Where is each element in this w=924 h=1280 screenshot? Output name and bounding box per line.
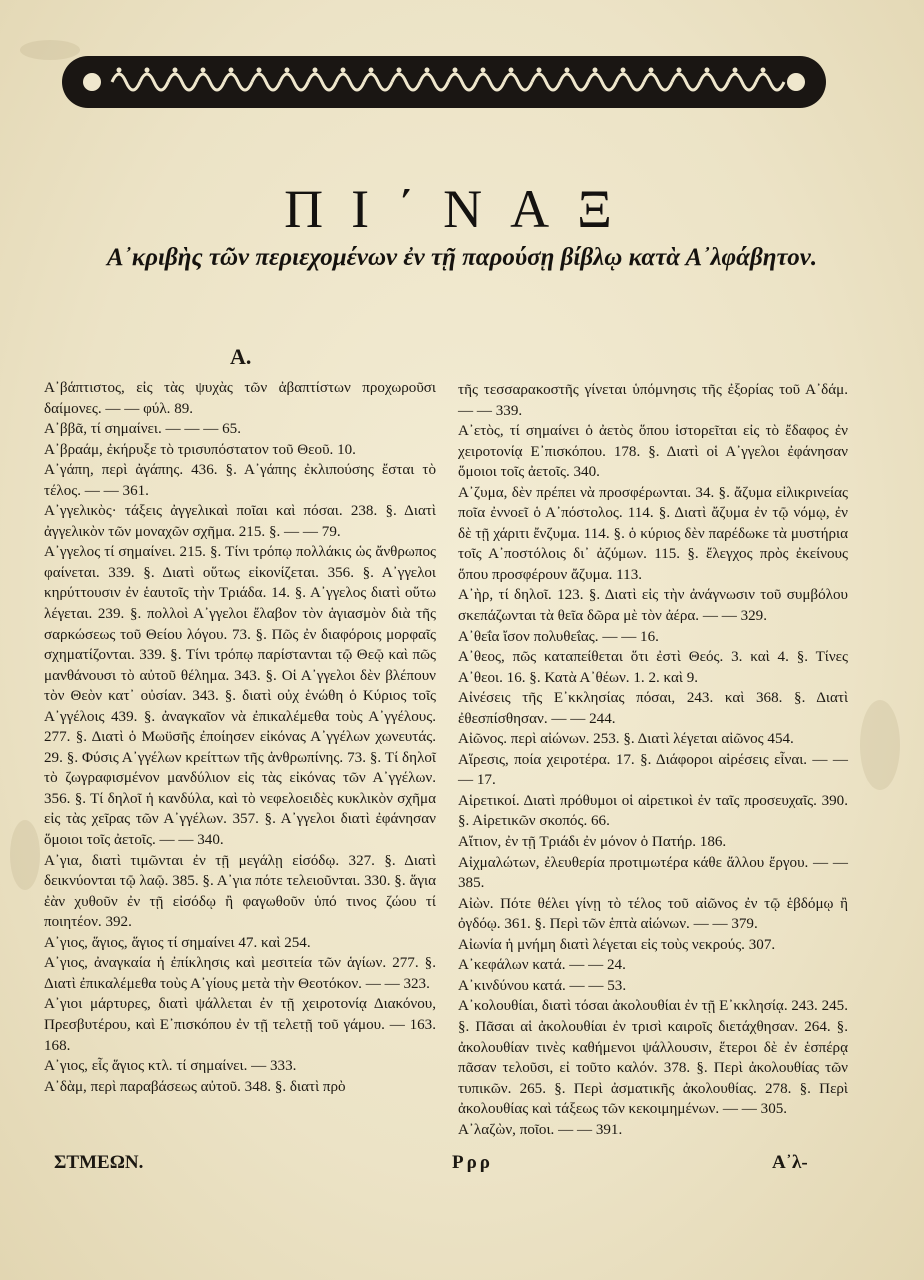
ornament-dot xyxy=(537,68,542,73)
index-entry: Α᾽γιος, εἷς ἅγιος κτλ. τί σημαίνει. — 333. xyxy=(44,1058,297,1075)
signature-mark: Ρρρ xyxy=(452,1152,493,1173)
index-entry: Α᾽δὰμ, περὶ παραβάσεως αὐτοῦ. 348. §. διατὶ πρὸ xyxy=(44,1078,346,1095)
index-column-left xyxy=(44,378,436,1097)
index-entry: Αἰωνία ἡ μνήμη διατὶ λέγεται εἰς τοὺς νεκρούς. 307. xyxy=(458,936,776,953)
index-entry: Α᾽για, διατὶ τιμῶνται ἐν τῇ μεγάλῃ εἰσόδῳ. 327. §. Διατὶ δεικνύονται τῷ λαῷ. 385. §. Α᾽για πότε τελειοῦνται. 330. §. ἅγια ἐὰν χυθοῦν ἐν τῇ εἰσόδῳ ἢ φαγωθοῦν ὑπό τινος ζώου τί ποιητέον. 392. xyxy=(44,852,436,931)
index-entry: Α᾽γγελος τί σημαίνει. 215. §. Τίνι τρόπῳ πολλάκις ὡς ἄνθρωπος φαίνεται. 339. §. Διατὶ οὕτως εἰκονίζεται. 356. §. Α᾽γγελοι κηρύττουσιν ἐν ἑαυτοῖς τὴν Τριάδα. 14. §. Α᾽γγελος διατὶ οὕτω λέγεται. 239. §. πολλοὶ Α᾽γγελοι ἔλαβον τὸν ἁγιασμὸν διὰ τῆς σαρκώσεως τοῦ Θείου λόγου. 73. §. Πῶς ἐν διαφόροις μορφαῖς σχηματίζονται. 339. §. Τίνι τρόπῳ παρίστανται τῷ Θεῷ καὶ πῶς μανθάνουσι τὸ αὐτοῦ θέλημα. 343. §. Οἱ Α᾽γγελοι δὲν βλέπουν τὸν Θεὸν κατ᾽ οὐσίαν. 343. §. διατὶ οὐχ ἑνώθη ὁ Κύριος τοῖς Α᾽γγέλοις 439. §. ἀναγκαῖον νὰ ἐπικαλέμεθα τοὺς Α᾽γγέλους. 277. §. Διατὶ ὁ Μωϋσῆς ἐποίησεν εἰκόνας Α᾽γγέλων χωνευτάς. 29. §. Φύσις Α᾽γγέλων κρείττων τῆς ἀνθρωπίνης. 73. §. Τί δηλοῖ τὸ ζωγραφισμένον μανδύλιον εἰς τὰς εἰκόνας τῶν Α᾽γγέλων. 356. §. Τί δηλοῖ ἡ κανδύλα, καὶ τὸ νεφελοειδὲς κυκλικὸν σχῆμα εἰς τὰς χεῖρας τῶν Α᾽γγέλων. 357. §. Α᾽γγελοι διατὶ ἐφάνησαν ὅμοιοι τοῖς ἀετοῖς. — — 340. xyxy=(44,544,436,849)
ornament-dot xyxy=(201,68,206,73)
ornament-dot xyxy=(481,68,486,73)
index-entry: Αἴτιον, ἐν τῇ Τριάδι ἐν μόνον ὁ Πατήρ. 186. xyxy=(458,834,727,851)
index-entry: Αἰῶνος. περὶ αἰώνων. 253. §. Διατὶ λέγεται αἰῶνος 454. xyxy=(458,731,794,748)
ornament-dot xyxy=(257,68,262,73)
index-entry: Α᾽ζυμα, δὲν πρέπει νὰ προσφέρωνται. 34. §. ἄζυμα εἰλικρινείας ποῖα ἐννοεῖ ὁ Α᾽πόστολος. 114. §. Διατὶ ἄζυμα ἐν τῷ νόμῳ, ἐν δὲ τῇ χάριτι ἔνζυμα. 114. §. ὁ κύριος δὲν παρέδωκε τὰ μυστήρια τοῖς Α᾽ποστόλοις δι᾽ ἀζύμων. 115. §. ἔλεγχος πρὸς ἐκείνους ὅπου προσφέρουν ἄζυμα. 113. xyxy=(458,484,848,583)
ornament-dot xyxy=(509,68,514,73)
index-entry: Α᾽κεφάλων κατά. — — 24. xyxy=(458,957,626,974)
ornament-dot xyxy=(229,68,234,73)
index-entry: Α᾽ετὸς, τί σημαίνει ὁ ἀετὸς ὅπου ἱστορεῖται εἰς τὸ ἔδαφος ἐν χειροτονίᾳ Ε᾽πισκόπου. 178. §. Διατὶ οἱ Α᾽γγελοι ἐφάνησαν ὅμοιοι τοῖς ἀετοῖς. 340. xyxy=(458,423,848,481)
ornament-dot xyxy=(341,68,346,73)
index-entry: Αἰὼν. Πότε θέλει γίνῃ τὸ τέλος τοῦ αἰῶνος ἐν τῷ ἑβδόμῳ ἢ ὀγδόῳ. 361. §. Περὶ τῶν ἑπτὰ αἰώνων. — — 379. xyxy=(458,895,848,933)
ornament-dot xyxy=(705,68,710,73)
index-entry: Α᾽κολουθίαι, διατὶ τόσαι ἀκολουθίαι ἐν τῇ Ε᾽κκλησίᾳ. 243. 245. §. Πᾶσαι αἱ ἀκολουθίαι ἐν τρισὶ καιροῖς διετάχθησαν. 264. §. ἀκολουθίαν τινὲς καθήμενοι ψάλλουσιν, ἕτεροι δὲ ἐν ἑσπέρᾳ πᾶσαν τελοῦσι, εἰ τοῦτο καλόν. 378. §. Περὶ ἀκολουθίας τῶν τυπικῶν. 265. §. Περὶ ἀσματικῆς ἀκολουθίας. 278. §. Περὶ ἀκολουθίας καὶ τάξεως τῶν κεκοιμημένων. — — 305. xyxy=(458,998,848,1118)
index-entry: Αἱρετικοί. Διατὶ πρόθυμοι οἱ αἱρετικοὶ ἐν ταῖς προσευχαῖς. 390. §. Αἱρετικῶν σκοπός. 66. xyxy=(458,792,848,830)
index-entry: Α᾽γιοι μάρτυρες, διατὶ ψάλλεται ἐν τῇ χειροτονίᾳ Διακόνου, Πρεσβυτέρου, καὶ Ε᾽πισκόπου ἐν τῇ τελετῇ τοῦ γάμου. — 163. 168. xyxy=(44,996,436,1054)
index-entry: Α᾽γγελικὸς· τάξεις ἀγγελικαὶ ποῖαι καὶ πόσαι. 238. §. Διατὶ ἀγγελικὸν τῶν μοναχῶν σχῆμα. 215. §. — — 79. xyxy=(44,503,436,540)
index-entry: Α᾽ββᾶ, τί σημαίνει. — — — 65. xyxy=(44,421,241,438)
ornament-dot xyxy=(285,68,290,73)
page-title: ΠΙ΄ΝΑΞ xyxy=(284,179,640,239)
index-entry: Α᾽θεΐα ἴσον πολυθεΐας. — — 16. xyxy=(458,628,659,645)
index-column-right xyxy=(458,380,848,1140)
paper-stain xyxy=(860,700,900,790)
page-subtitle: Α᾽κριβὴς τῶν περιεχομένων ἐν τῇ παρούσῃ βίβλῳ κατὰ Α᾽λφάβητον. xyxy=(106,244,818,271)
ornament-dot xyxy=(677,68,682,73)
ornament-dot xyxy=(621,68,626,73)
ornament-dot xyxy=(733,68,738,73)
index-entry: Α᾽γιος, ἅγιος, ἅγιος τί σημαίνει 47. καὶ 254. xyxy=(44,934,311,951)
ornament-dot xyxy=(117,68,122,73)
index-entry: Α᾽κινδύνου κατά. — — 53. xyxy=(458,977,627,994)
index-entry: Α᾽γιος, ἀναγκαία ἡ ἐπίκλησις καὶ μεσιτεία τῶν ἁγίων. 277. §. Διατὶ ἐπικαλέμεθα τοὺς Α᾽γίους μετὰ τὴν Θεοτόκον. — — 323. xyxy=(44,955,436,992)
headpiece-ornament xyxy=(62,52,826,112)
section-letter: Α. xyxy=(230,344,252,369)
ornament-dot xyxy=(453,68,458,73)
index-entry: Αἰνέσεις τῆς Ε᾽κκλησίας πόσαι, 243. καὶ 368. §. Διατὶ ἐθεσπίσθησαν. — — 244. xyxy=(458,690,848,727)
index-entry: Α᾽βάπτιστος, εἰς τὰς ψυχὰς τῶν ἀβαπτίστων προχωροῦσι δαίμονες. — — φύλ. 89. xyxy=(44,380,436,417)
index-entry: Α᾽γάπη, περὶ ἀγάπης. 436. §. Α᾽γάπης ἐκλιπούσης ἔσται τὸ τέλος. — — 361. xyxy=(44,462,436,499)
ornament-dot xyxy=(425,68,430,73)
ornament-dot xyxy=(145,68,150,73)
index-entry: Α᾽θεος, πῶς καταπείθεται ὅτι ἐστὶ Θεός. 3. καὶ 4. §. Τίνες Α᾽θεοι. 16. §. Κατὰ Α᾽θέων. 1. 2. καὶ 9. xyxy=(458,649,848,686)
ornament-dot xyxy=(397,68,402,73)
ornament-dot xyxy=(565,68,570,73)
printer-signature: ΣΤΜΕΩΝ. xyxy=(54,1152,144,1173)
index-entry: Α᾽λαζὼν, ποῖοι. — — 391. xyxy=(458,1121,623,1138)
index-entry: τῆς τεσσαρακοστῆς γίνεται ὑπόμνησις τῆς ἐξορίας τοῦ Α᾽δάμ. — — 339. xyxy=(458,382,848,419)
ornament-dot xyxy=(593,68,598,73)
index-entry: Α᾽βραάμ, ἐκήρυξε τὸ τρισυπόστατον τοῦ Θεοῦ. 10. xyxy=(44,441,356,458)
ornament-dot xyxy=(761,68,766,73)
ornament-dot xyxy=(313,68,318,73)
index-entry: Α᾽ὴρ, τί δηλοῖ. 123. §. Διατὶ εἰς τὴν ἀνάγνωσιν τοῦ συμβόλου σκεπάζωνται τὰ θεῖα δῶρα μὲ τὸν ἀέρα. — — 329. xyxy=(458,587,848,625)
catchword: Α᾽λ- xyxy=(772,1152,808,1173)
ornament-dot xyxy=(369,68,374,73)
index-entry: Αἵρεσις, ποία χειροτέρα. 17. §. Διάφοροι αἱρέσεις εἶναι. — — — 17. xyxy=(458,751,848,789)
paper-stain xyxy=(10,820,40,890)
ornament-dot xyxy=(173,68,178,73)
ornament-dot xyxy=(649,68,654,73)
index-entry: Αἰχμαλώτων, ἐλευθερία προτιμωτέρα κάθε ἄλλου ἔργου. — — 385. xyxy=(458,854,848,892)
